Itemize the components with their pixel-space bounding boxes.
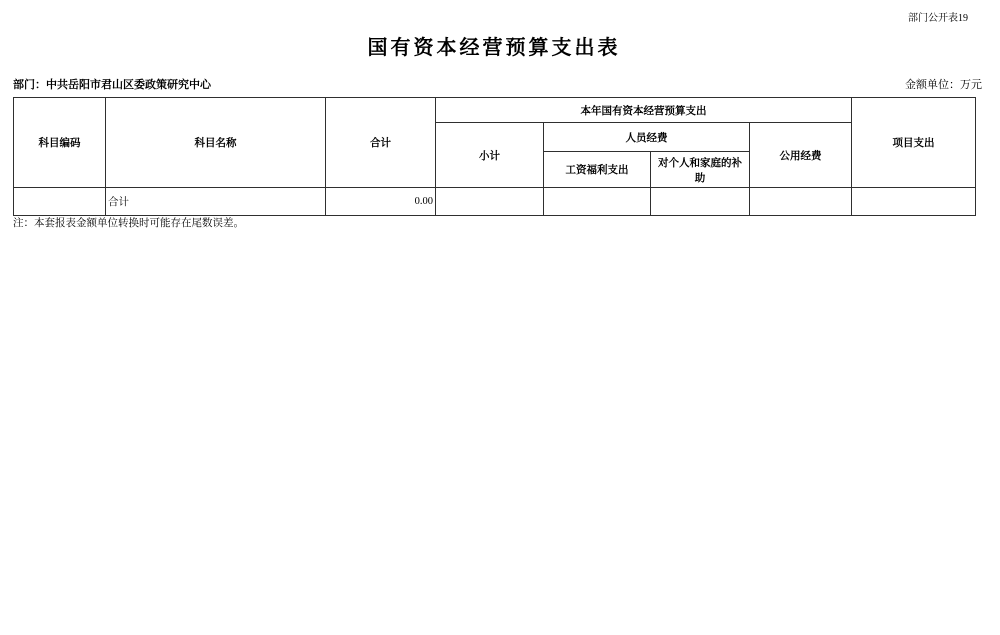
report-title: 国有资本经营预算支出表 xyxy=(367,37,621,59)
cell-total: 0.00 xyxy=(326,188,436,216)
header-subject-code: 科目编码 xyxy=(14,98,106,188)
header-total: 合计 xyxy=(326,98,436,188)
cell-wage-welfare xyxy=(544,188,651,216)
table-row-total xyxy=(14,188,976,216)
cell-family-subsidy xyxy=(651,188,750,216)
report-number-label: 部门公开表19 xyxy=(908,13,968,24)
header-row-1 xyxy=(14,98,976,123)
header-current-year-group: 本年国有资本经营预算支出 xyxy=(436,98,852,123)
header-project-expenditure: 项目支出 xyxy=(852,98,976,188)
cell-subject-code xyxy=(14,188,106,216)
budget-expenditure-table xyxy=(13,97,976,216)
cell-subtotal xyxy=(436,188,544,216)
header-family-subsidy: 对个人和家庭的补助 xyxy=(651,152,750,188)
footnote: 注：本套报表金额单位转换时可能存在尾数误差。 xyxy=(13,218,244,229)
cell-public-funds xyxy=(750,188,852,216)
header-subject-name: 科目名称 xyxy=(106,98,326,188)
header-personnel-group: 人员经费 xyxy=(544,123,750,152)
header-wage-welfare: 工资福利支出 xyxy=(544,152,651,188)
department-label: 部门：中共岳阳市君山区委政策研究中心 xyxy=(13,79,211,91)
amount-unit-label: 金额单位：万元 xyxy=(905,79,982,91)
header-public-funds: 公用经费 xyxy=(750,123,852,188)
cell-project-expenditure xyxy=(852,188,976,216)
header-subtotal: 小计 xyxy=(436,123,544,188)
cell-subject-name: 合计 xyxy=(106,188,326,216)
